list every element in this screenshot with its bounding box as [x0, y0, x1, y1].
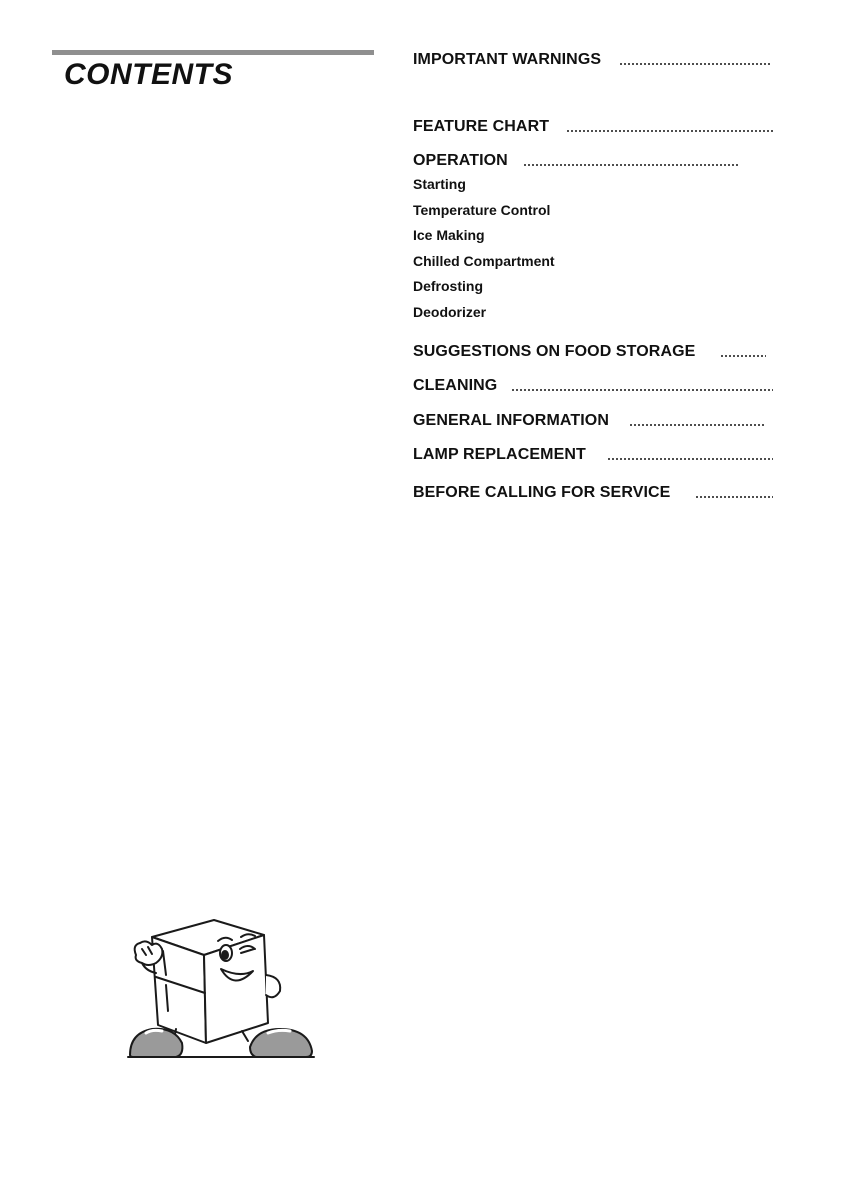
toc-entry-operation[interactable] — [413, 152, 739, 170]
page-title: CONTENTS — [64, 58, 233, 91]
dot-leader — [695, 496, 773, 498]
toc-label: Starting — [413, 176, 466, 192]
toc-subentry-defrosting[interactable] — [413, 278, 483, 294]
toc-entry-cleaning[interactable] — [413, 377, 773, 395]
toc-label: Defrosting — [413, 278, 483, 294]
toc-label: Deodorizer — [413, 304, 487, 320]
toc-label: Ice Making — [413, 227, 485, 243]
refrigerator-mascot-icon — [122, 915, 318, 1065]
toc-label: Chilled Compartment — [413, 253, 555, 269]
toc-label: LAMP REPLACEMENT — [413, 446, 586, 463]
toc-entry-feature-chart[interactable] — [413, 118, 773, 136]
toc-label: SUGGESTIONS ON FOOD STORAGE — [413, 343, 696, 360]
toc-label: FEATURE CHART — [413, 118, 550, 135]
toc-entry-general-information[interactable] — [413, 412, 765, 430]
toc-label: GENERAL INFORMATION — [413, 412, 609, 429]
toc-subentry-ice-making[interactable] — [413, 227, 485, 243]
toc-entry-before-calling-for-service[interactable] — [413, 484, 773, 502]
dot-leader — [523, 164, 739, 166]
toc-label: IMPORTANT WARNINGS — [413, 51, 602, 68]
toc-subentry-starting[interactable] — [413, 176, 466, 192]
toc-entry-suggestions-on-food-storage[interactable] — [413, 343, 766, 361]
dot-leader — [629, 424, 765, 426]
dot-leader — [566, 130, 773, 132]
toc-label: Temperature Control — [413, 202, 551, 218]
toc-label: OPERATION — [413, 152, 508, 169]
toc-entry-important-warnings[interactable] — [413, 51, 770, 69]
toc-subentry-deodorizer[interactable] — [413, 304, 486, 320]
dot-leader — [720, 355, 766, 357]
toc-label: CLEANING — [413, 377, 498, 394]
toc-subentry-chilled-compartment[interactable] — [413, 253, 555, 269]
toc-subentry-temperature-control[interactable] — [413, 202, 550, 218]
dot-leader — [619, 63, 770, 65]
toc-label: BEFORE CALLING FOR SERVICE — [413, 484, 671, 501]
toc-entry-lamp-replacement[interactable] — [413, 446, 773, 464]
title-rule — [52, 50, 374, 55]
dot-leader — [511, 389, 773, 391]
dot-leader — [607, 458, 773, 460]
